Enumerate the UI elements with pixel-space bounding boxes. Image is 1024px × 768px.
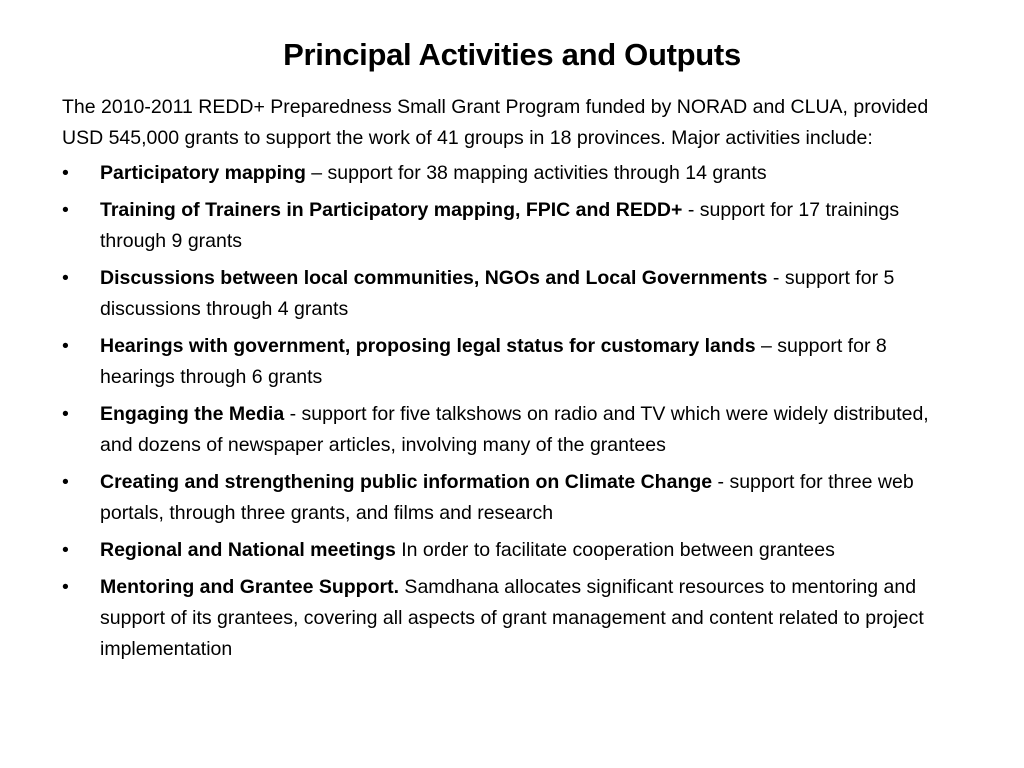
bullet-heading: Engaging the Media	[100, 403, 285, 425]
bullet-heading: Hearings with government, proposing legal status for customary lands	[100, 335, 756, 357]
list-item	[62, 572, 962, 665]
bullet-icon: •	[62, 199, 69, 221]
list-item	[62, 535, 962, 566]
bullet-heading: Discussions between local communities, NGOs and Local Governments	[100, 267, 768, 289]
slide-title: Principal Activities and Outputs	[283, 37, 741, 72]
activities-list	[62, 158, 962, 665]
bullet-heading: Mentoring and Grantee Support.	[100, 576, 400, 598]
slide-content	[62, 92, 962, 671]
bullet-text: Samdhana allocates significant resources to mentoring and support of its grantees, covering all aspects of grant management and content related to project implementation	[100, 576, 924, 660]
list-item	[62, 158, 962, 189]
bullet-text: - support for five talkshows on radio and TV which were widely distributed, and dozens of newspaper articles, involving many of the grantees	[100, 403, 929, 456]
list-item	[62, 331, 962, 393]
bullet-heading: Regional and National meetings	[100, 539, 396, 561]
list-item	[62, 263, 962, 325]
bullet-text: - support for 5 discussions through 4 grants	[100, 267, 895, 320]
intro-paragraph: The 2010-2011 REDD+ Preparedness Small Grant Program funded by NORAD and CLUA, provided USD 545,000 grants to support the work of 41 groups in 18 provinces. Major activities include:	[62, 96, 929, 149]
bullet-heading: Training of Trainers in Participatory mapping, FPIC and REDD+	[100, 199, 683, 221]
bullet-text: - support for three web portals, through three grants, and films and research	[100, 471, 914, 524]
list-item	[62, 399, 962, 461]
bullet-icon: •	[62, 403, 69, 425]
bullet-icon: •	[62, 576, 69, 598]
bullet-icon: •	[62, 335, 69, 357]
list-item	[62, 195, 962, 257]
bullet-heading: Creating and strengthening public information on Climate Change	[100, 471, 713, 493]
bullet-icon: •	[62, 162, 69, 184]
bullet-icon: •	[62, 539, 69, 561]
bullet-text: – support for 38 mapping activities through 14 grants	[305, 162, 767, 184]
bullet-icon: •	[62, 471, 69, 493]
list-item	[62, 467, 962, 529]
bullet-text: - support for 17 trainings through 9 grants	[100, 199, 900, 252]
bullet-text: In order to facilitate cooperation between grantees	[395, 539, 835, 561]
bullet-icon: •	[62, 267, 69, 289]
bullet-heading: Participatory mapping	[100, 162, 306, 184]
bullet-text: – support for 8 hearings through 6 grants	[100, 335, 887, 388]
